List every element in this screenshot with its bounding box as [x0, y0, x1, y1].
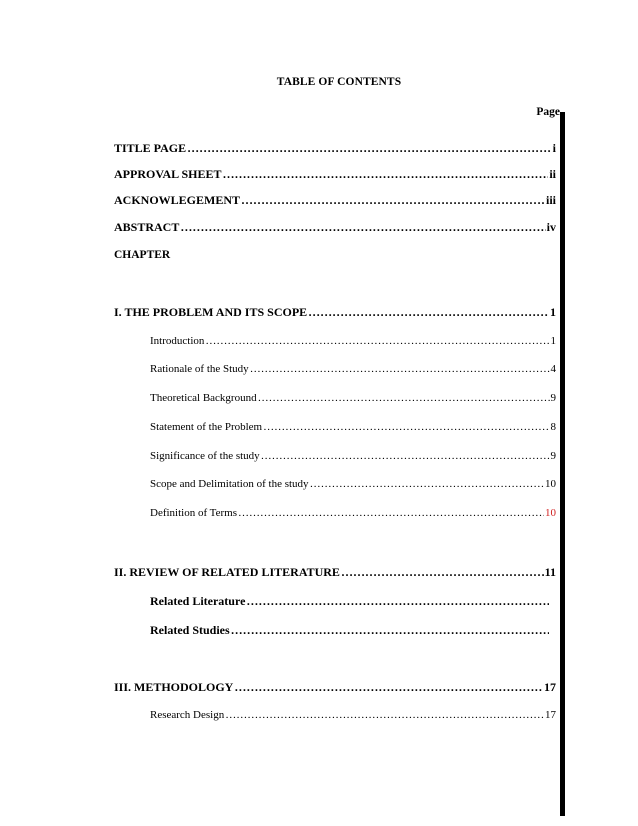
- toc-entry-label: APPROVAL SHEET: [114, 167, 222, 181]
- toc-chapter-label: II. REVIEW OF RELATED LITERATURE: [114, 565, 340, 579]
- toc-entry-label: ABSTRACT: [114, 220, 180, 234]
- toc-section-related-studies: [150, 623, 550, 638]
- dot-leader: [222, 167, 548, 182]
- toc-chapter-label: III. METHODOLOGY: [114, 680, 234, 694]
- toc-section-label: Scope and Delimitation of the study: [150, 478, 309, 490]
- toc-section-label: Rationale of the Study: [150, 363, 249, 375]
- toc-chapter-page: 11: [544, 565, 556, 579]
- toc-section-definition-of-terms: [150, 507, 556, 519]
- dot-leader: [246, 594, 549, 609]
- toc-entry-page: i: [552, 141, 556, 155]
- dot-leader: [341, 565, 544, 580]
- dot-leader: [205, 335, 549, 347]
- toc-entry-page: iv: [546, 220, 556, 234]
- toc-entry-label: TITLE PAGE: [114, 141, 187, 155]
- dot-leader: [241, 193, 545, 208]
- chapter-heading: CHAPTER: [114, 249, 171, 261]
- dot-leader: [250, 363, 550, 375]
- toc-entry-title-page: [114, 141, 556, 156]
- toc-entry-page: iii: [545, 193, 556, 207]
- toc-chapter-label: I. THE PROBLEM AND ITS SCOPE: [114, 305, 308, 319]
- toc-section-page: 1: [550, 335, 556, 347]
- toc-section-scope-delimitation: [150, 478, 556, 490]
- toc-section-statement-of-problem: [150, 421, 556, 433]
- dot-leader: [234, 680, 543, 695]
- toc-section-label: Significance of the study: [150, 450, 260, 462]
- toc-section-research-design: [150, 709, 556, 721]
- toc-chapter-1: [114, 305, 556, 320]
- toc-chapter-2: [114, 565, 556, 580]
- toc-entry-page: ii: [549, 167, 556, 181]
- dot-leader: [225, 709, 544, 721]
- toc-section-significance: [150, 450, 556, 462]
- toc-chapter-3: [114, 680, 556, 695]
- toc-entry-acknowledgement: [114, 193, 556, 208]
- toc-section-page: 17: [545, 709, 556, 721]
- toc-chapter-page: 17: [544, 680, 556, 694]
- dot-leader: [180, 220, 545, 235]
- toc-entry-approval-sheet: [114, 167, 556, 182]
- toc-entry-label: ACKNOWLEGEMENT: [114, 193, 241, 207]
- toc-section-page: 9: [550, 450, 556, 462]
- toc-section-label: Theoretical Background: [150, 392, 257, 404]
- toc-section-label: Introduction: [150, 335, 205, 347]
- toc-section-label: Statement of the Problem: [150, 421, 263, 433]
- toc-section-page: 10: [545, 507, 556, 519]
- toc-section-label: Definition of Terms: [150, 507, 238, 519]
- toc-chapter-page: 1: [550, 305, 556, 319]
- dot-leader: [231, 623, 549, 638]
- dot-leader: [238, 507, 544, 519]
- toc-section-related-literature: [150, 594, 550, 609]
- dot-leader: [263, 421, 549, 433]
- toc-section-label: Related Literature: [150, 594, 246, 608]
- dot-leader: [187, 141, 552, 156]
- right-margin-rule: [560, 112, 565, 816]
- toc-section-page: 8: [550, 421, 556, 433]
- toc-section-page: 10: [545, 478, 556, 490]
- toc-section-introduction: [150, 335, 556, 347]
- dot-leader: [261, 450, 550, 462]
- dot-leader: [258, 392, 550, 404]
- toc-section-rationale: [150, 363, 556, 375]
- dot-leader: [308, 305, 549, 320]
- toc-section-label: Related Studies: [150, 623, 230, 637]
- toc-section-label: Research Design: [150, 709, 225, 721]
- toc-section-page: 9: [550, 392, 556, 404]
- toc-section-theoretical-background: [150, 392, 556, 404]
- toc-entry-abstract: [114, 220, 556, 235]
- toc-section-page: 4: [550, 363, 556, 375]
- page-column-heading: Page: [536, 106, 560, 118]
- page-title: TABLE OF CONTENTS: [276, 76, 402, 88]
- dot-leader: [310, 478, 544, 490]
